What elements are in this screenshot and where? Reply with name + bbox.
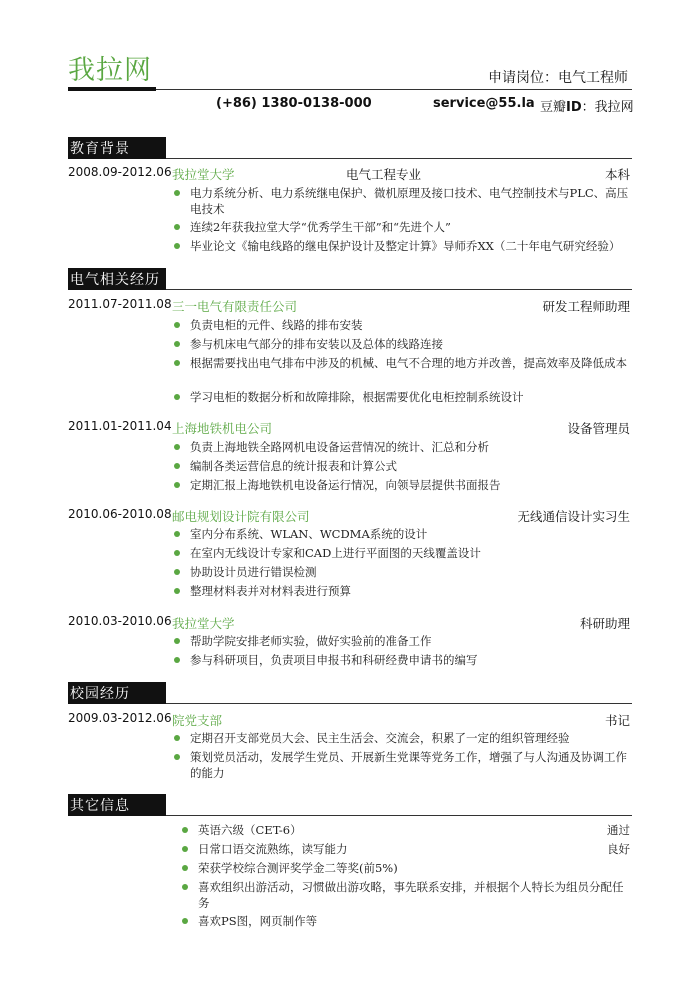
- education-row: [68, 165, 632, 183]
- list-item: [180, 860, 632, 876]
- header-accent-bar: [68, 87, 156, 91]
- list-item: 电力系统分析、电力系统继电保护、微机原理及接口技术、电气控制技术与PLC、高压电技术: [172, 185, 632, 217]
- section-title: 电气相关经历: [70, 272, 160, 288]
- entry-date: 2011.07-2011.08: [68, 297, 172, 311]
- item-status: 通过: [607, 823, 630, 837]
- list-item: 帮助学院安排老师实验，做好实验前的准备工作: [172, 633, 632, 649]
- list-item: 根据需要找出电气排布中涉及的机械、电气不合理的地方并改善，提高效率及降低成本: [172, 355, 632, 371]
- section-title: 教育背景: [70, 141, 130, 157]
- item-text: 荣获学校综合测评奖学金二等奖(前5%): [198, 861, 398, 875]
- section-campus: [68, 682, 632, 704]
- douban-value: ：我拉网: [581, 100, 634, 115]
- entry-role: 书记: [604, 713, 630, 728]
- experience-row: [68, 614, 632, 632]
- experience-row: [68, 297, 632, 315]
- header-divider: [156, 89, 632, 90]
- entry-date: 2011.01-2011.04: [68, 419, 172, 433]
- list-item: 协助设计员进行错误检测: [172, 564, 632, 580]
- entry-role: 设备管理员: [567, 421, 630, 436]
- item-text: 喜欢组织出游活动，习惯做出游攻略，事先联系安排，并根据个人特长为组员分配任务: [198, 880, 624, 910]
- campus-row: [68, 711, 632, 729]
- email-address[interactable]: service@55.la: [433, 96, 535, 111]
- applied-position: 申请岗位：电气工程师: [488, 70, 628, 86]
- list-item: 整理材料表并对材料表进行预算: [172, 583, 632, 599]
- entry-date: 2009.03-2012.06: [68, 711, 172, 725]
- entry-degree: 本科: [604, 167, 630, 182]
- entry-date: 2010.06-2010.08: [68, 507, 172, 521]
- list-item: 定期召开支部党员大会、民主生活会、交流会，积累了一定的组织管理经验: [172, 730, 632, 746]
- section-divider: [166, 815, 632, 816]
- item-text: 喜欢PS图，网页制作等: [198, 914, 318, 928]
- list-item: 负责电柜的元件、线路的排布安装: [172, 317, 632, 333]
- entry-role: 研发工程师助理: [542, 299, 630, 314]
- experience-row: [68, 419, 632, 437]
- section-divider: [166, 158, 632, 159]
- entry-date: 2008.09-2012.06: [68, 165, 172, 179]
- section-title: 校园经历: [70, 686, 130, 702]
- entry-org: 院党支部: [172, 713, 223, 728]
- list-item: 参与科研项目，负责项目申报书和科研经费申请书的编写: [172, 652, 632, 668]
- list-item: 室内分布系统、WLAN、WCDMA系统的设计: [172, 526, 632, 542]
- list-item: [180, 913, 632, 929]
- list-item: 负责上海地铁全路网机电设备运营情况的统计、汇总和分析: [172, 439, 632, 455]
- list-item: 在室内无线设计专家和CAD上进行平面图的天线覆盖设计: [172, 545, 632, 561]
- douban-label: 豆瓣: [540, 100, 567, 115]
- entry-org: 上海地铁机电公司: [172, 421, 273, 436]
- list-item: 连续2年获我拉堂大学“优秀学生干部”和“先进个人”: [172, 219, 632, 235]
- logo: 我拉网: [68, 55, 152, 86]
- section-other: [68, 794, 632, 816]
- section-education: [68, 137, 632, 159]
- section-divider: [166, 289, 632, 290]
- item-text: 英语六级（CET-6）: [198, 823, 302, 837]
- section-title: 其它信息: [70, 798, 130, 814]
- entry-role: 无线通信设计实习生: [517, 509, 630, 524]
- list-item: 策划党员活动，发展学生党员、开展新生党课等党务工作，增强了与人沟通及协调工作的能力: [172, 749, 632, 781]
- phone-number: (+86) 1380-0138-000: [216, 96, 372, 111]
- entry-org: 我拉堂大学: [172, 167, 235, 182]
- douban-id-label: ID: [566, 100, 582, 115]
- entry-date: 2010.03-2010.06: [68, 614, 172, 628]
- list-item: 毕业论文《输电线路的继电保护设计及整定计算》导师乔XX（二十年电气研究经验）: [172, 238, 632, 254]
- list-item: 定期汇报上海地铁机电设备运行情况，向领导层提供书面报告: [172, 477, 632, 493]
- item-text: 日常口语交流熟练，读写能力: [198, 842, 348, 856]
- experience-row: [68, 507, 632, 525]
- entry-major: 电气工程专业: [346, 167, 422, 182]
- entry-org: 邮电规划设计院有限公司: [172, 509, 310, 524]
- list-item: [180, 879, 632, 911]
- section-divider: [166, 703, 632, 704]
- entry-org: 我拉堂大学: [172, 616, 235, 631]
- item-status: 良好: [607, 842, 630, 856]
- douban-id: [540, 96, 634, 115]
- list-item: [180, 841, 632, 857]
- list-item: [180, 822, 632, 838]
- entry-org: 三一电气有限责任公司: [172, 299, 298, 314]
- list-item: 编制各类运营信息的统计报表和计算公式: [172, 458, 632, 474]
- entry-role: 科研助理: [579, 616, 630, 631]
- section-experience: [68, 268, 632, 290]
- list-item: 参与机床电气部分的排布安装以及总体的线路连接: [172, 336, 632, 352]
- list-item: 学习电柜的数据分析和故障排除，根据需要优化电柜控制系统设计: [172, 389, 632, 405]
